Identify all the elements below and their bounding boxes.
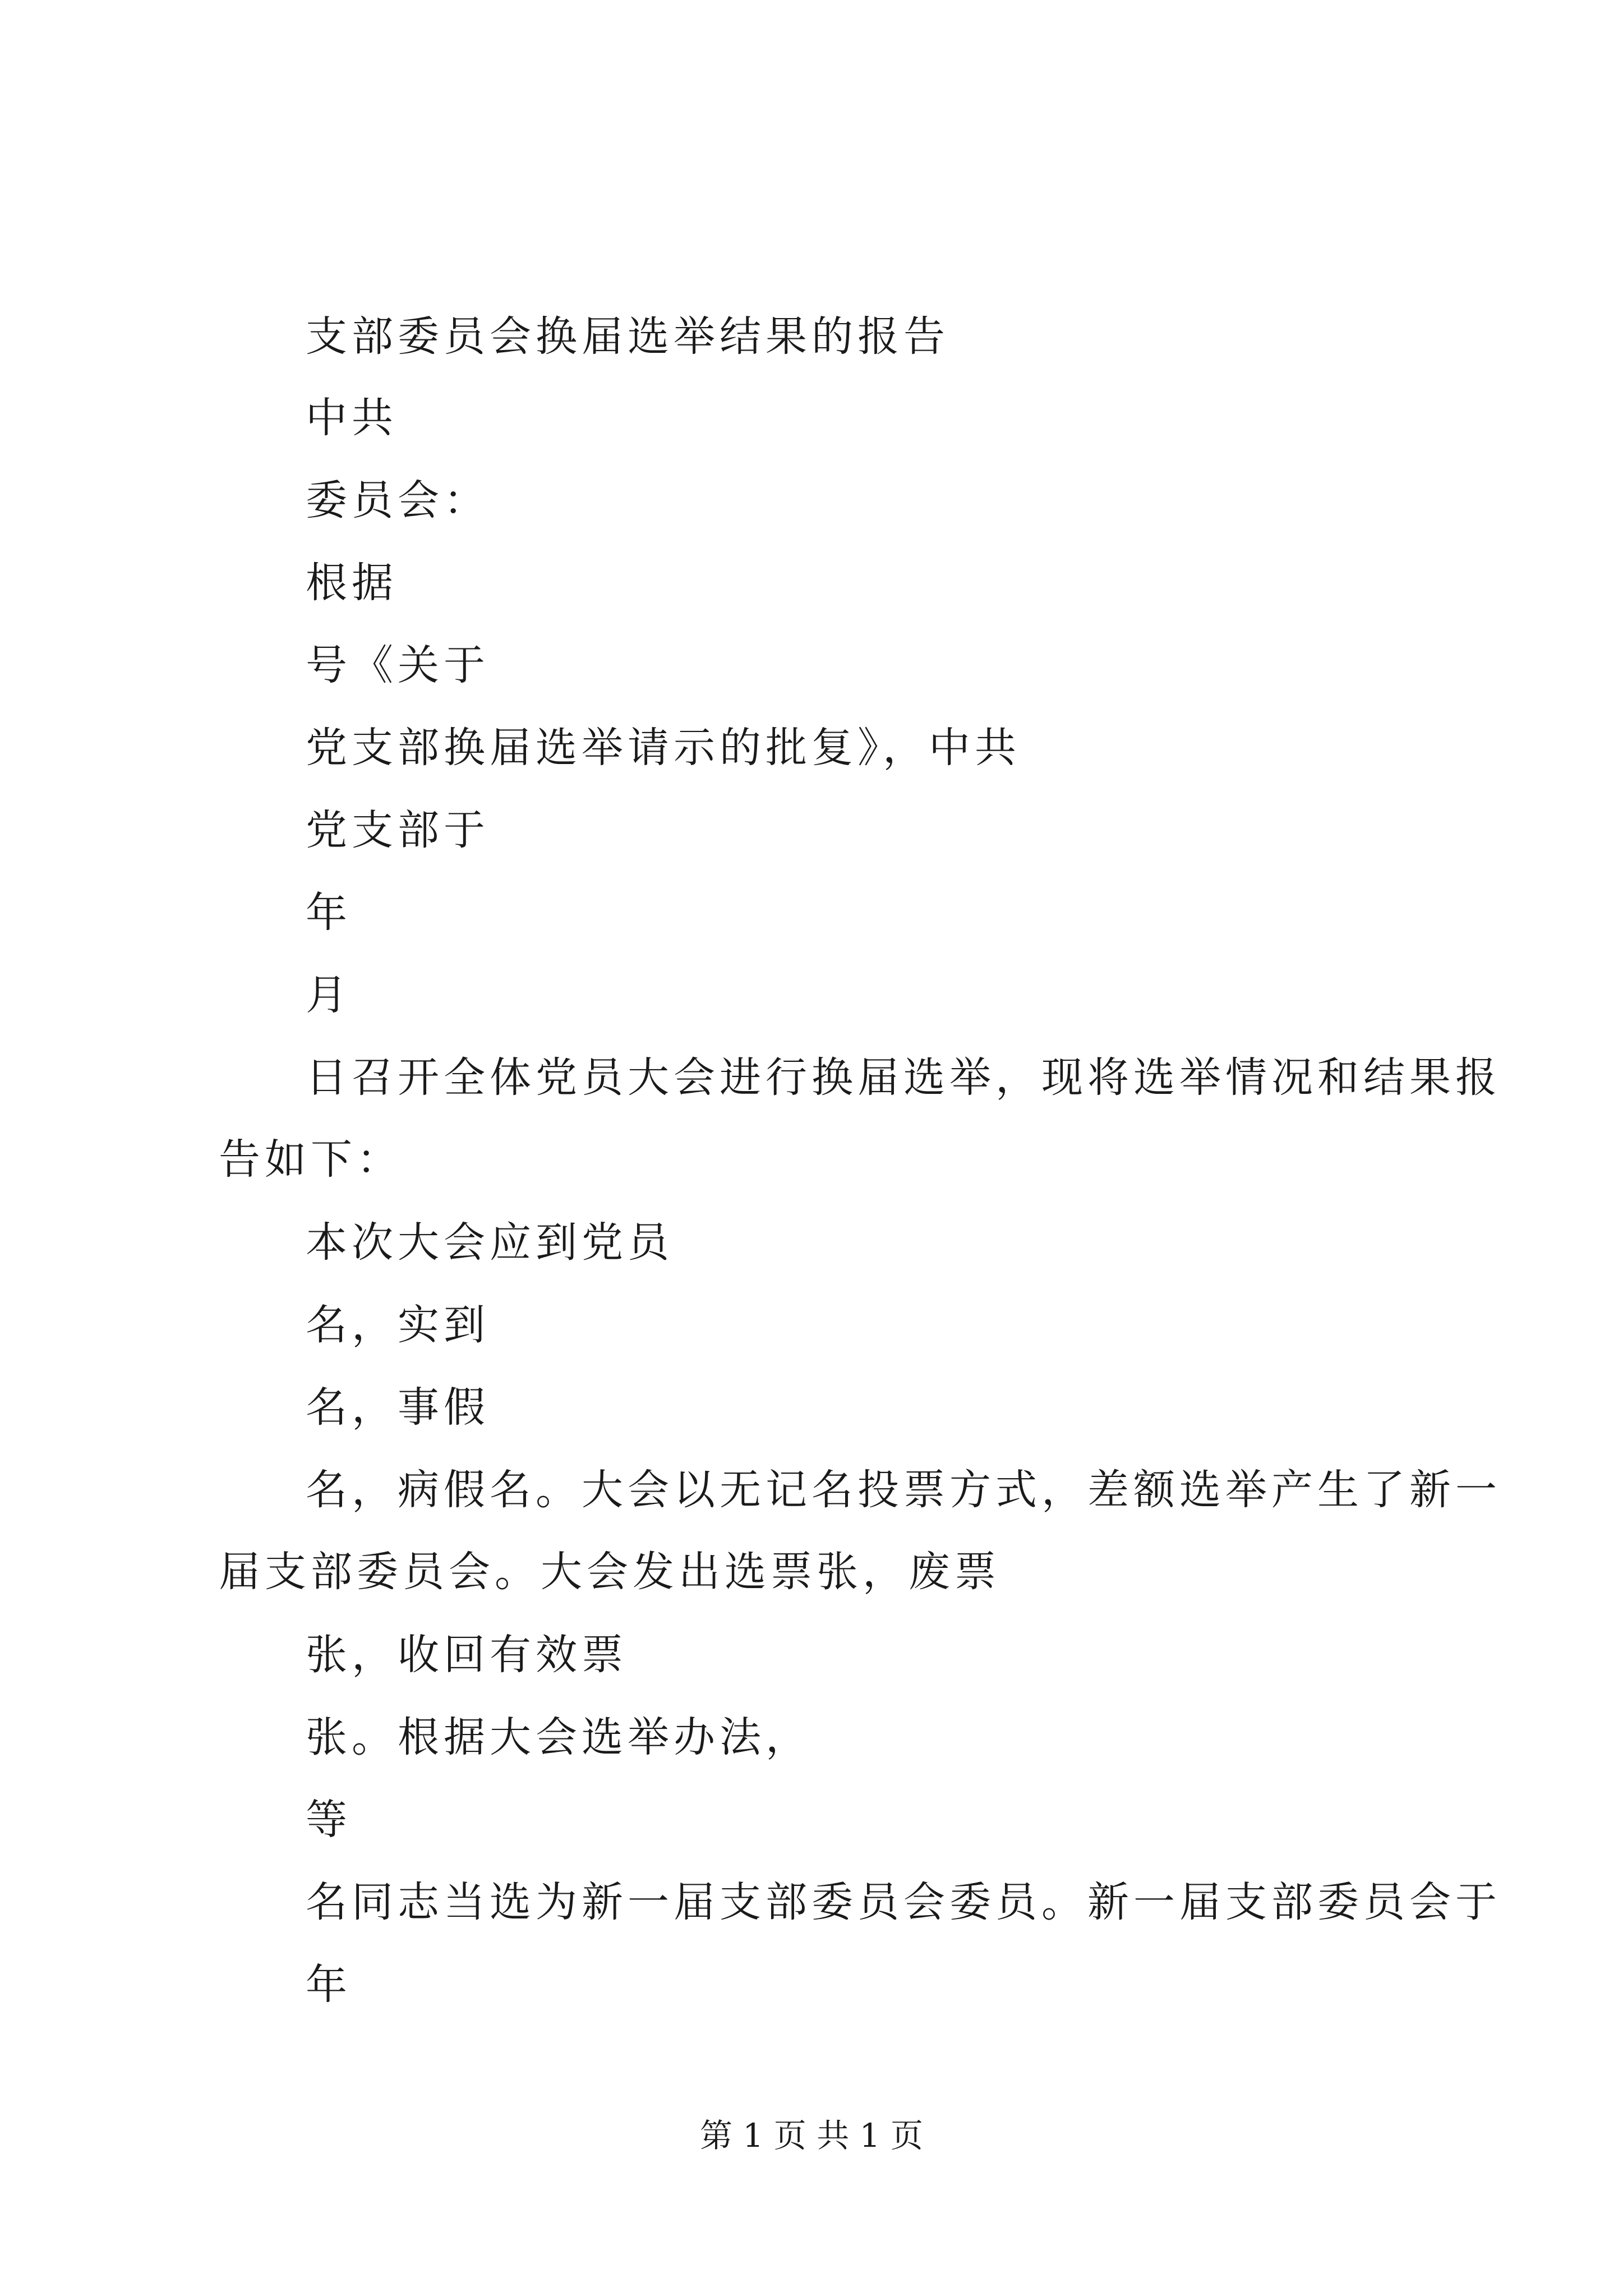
text-line: 名，病假名。大会以无记名投票方式，差额选举产生了新一 (306, 1466, 1501, 1514)
text-line: 名，实到 (306, 1301, 490, 1349)
text-line: 年 (306, 889, 352, 937)
text-line: 日召开全体党员大会进行换届选举，现将选举情况和结果报 (306, 1053, 1501, 1102)
text-line: 告如下： (219, 1135, 403, 1184)
document-title: 支部委员会换届选举结果的报告 (306, 312, 949, 361)
text-line: 月 (306, 971, 352, 1019)
text-line: 号《关于 (306, 641, 490, 689)
text-line: 等 (306, 1796, 352, 1844)
page-footer: 第 1 页 共 1 页 (700, 2116, 923, 2155)
text-line: 名同志当选为新一届支部委员会委员。新一届支部委员会于 (306, 1878, 1501, 1926)
text-line: 根据 (306, 559, 398, 607)
text-line: 届支部委员会。大会发出选票张，废票 (219, 1548, 1000, 1596)
text-line: 党支部于 (306, 806, 490, 854)
text-line: 中共 (306, 394, 398, 442)
text-line: 张，收回有效票 (306, 1631, 628, 1679)
text-line: 党支部换届选举请示的批复》，中共 (306, 724, 1021, 772)
text-line: 委员会： (306, 476, 490, 524)
text-line: 名，事假 (306, 1383, 490, 1432)
text-line: 本次大会应到党员 (306, 1218, 674, 1267)
text-line: 年 (306, 1961, 352, 2009)
text-line: 张。根据大会选举办法， (306, 1713, 811, 1761)
